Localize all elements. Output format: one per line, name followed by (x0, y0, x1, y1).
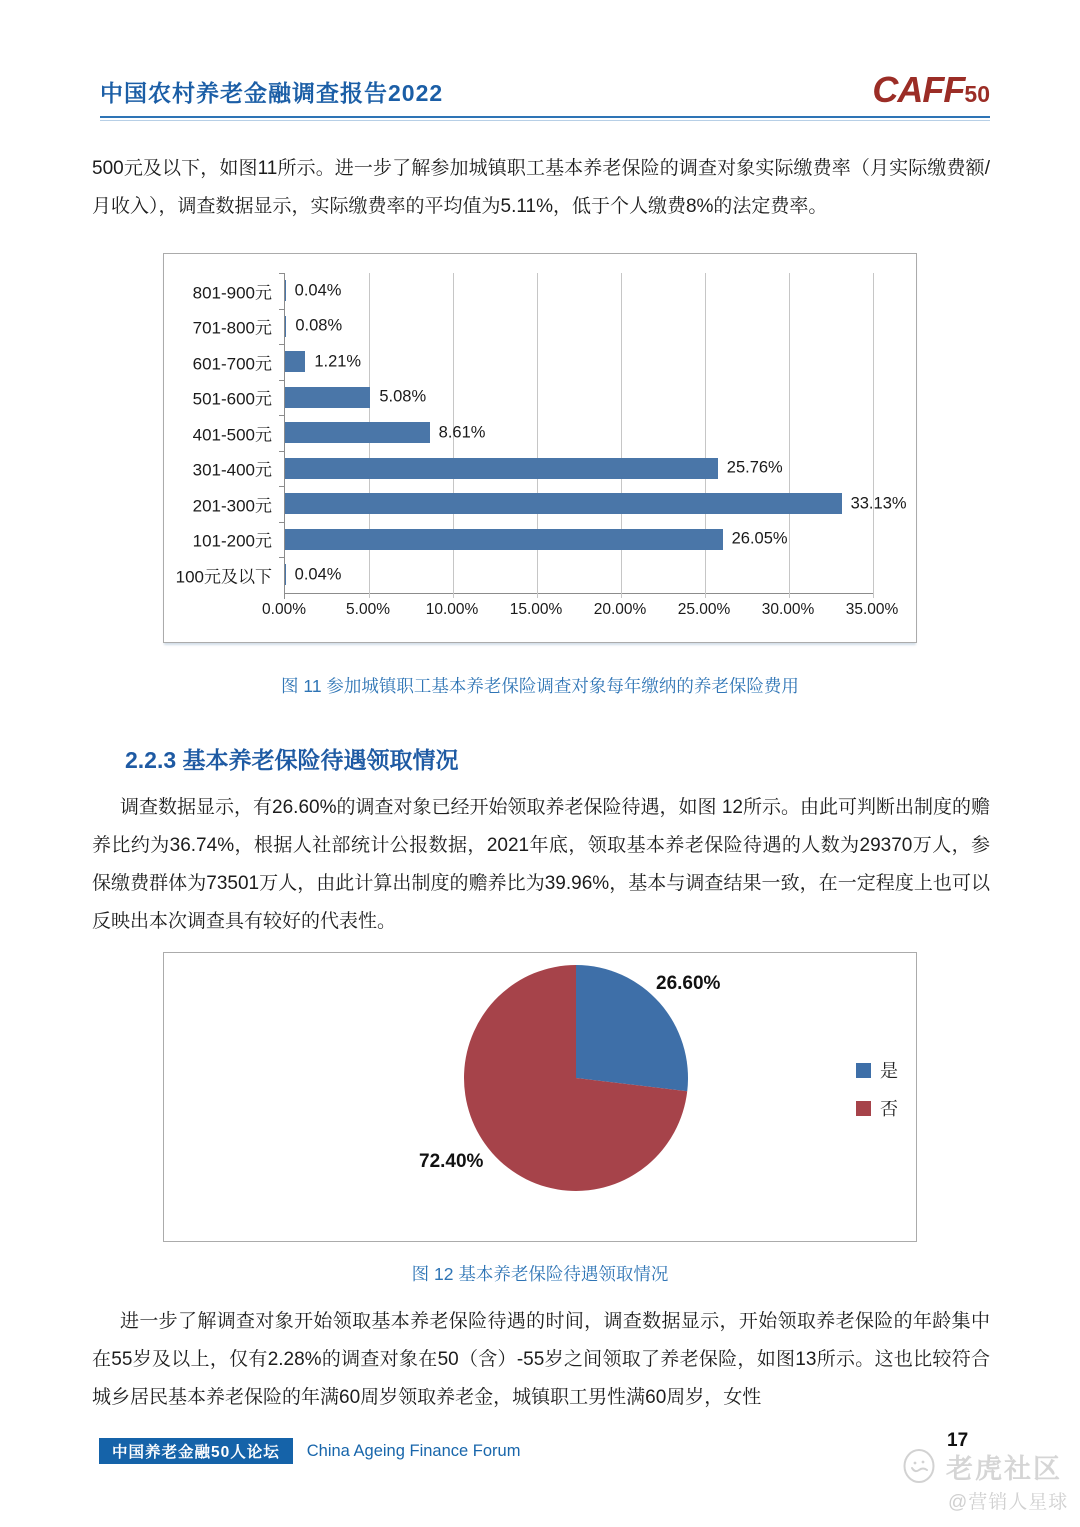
caff50-logo (872, 69, 990, 110)
bar-row (192, 380, 873, 416)
bar-value-label: 0.04% (294, 565, 342, 584)
bar-value-label: 26.05% (731, 529, 788, 548)
x-tick-label: 0.00% (262, 601, 306, 618)
bar-value-label: 5.08% (379, 387, 427, 406)
page-header (100, 69, 990, 121)
bar-value-label: 0.04% (294, 281, 342, 300)
legend-label-no: 否 (880, 1099, 898, 1119)
pie-value-label: 72.40% (419, 1151, 484, 1172)
x-tick-label: 35.00% (845, 601, 899, 618)
bar-category-label: 301-400元 (192, 460, 272, 480)
legend-swatch-yes (856, 1063, 871, 1078)
figure-11-bar-chart (163, 253, 917, 643)
bar-segment (285, 422, 430, 443)
x-tick-label: 5.00% (346, 601, 390, 618)
footer (99, 1438, 520, 1464)
bar-segment (285, 280, 286, 301)
x-tick-label: 10.00% (425, 601, 479, 618)
legend-item-yes (856, 1057, 898, 1083)
pie-svg (164, 953, 916, 1241)
bar-row (192, 451, 873, 487)
legend-item-no (856, 1095, 898, 1121)
bar-category-label: 100元及以下 (175, 567, 272, 587)
bar-category-label: 601-700元 (192, 354, 272, 374)
legend-label-yes: 是 (880, 1061, 898, 1081)
page-number: 17 (947, 1430, 969, 1451)
bar-segment (285, 493, 842, 514)
paragraph-1: 500元及以下，如图11所示。进一步了解参加城镇职工基本养老保险的调查对象实际缴费率（月实际缴费额/月收入），调查数据显示，实际缴费率的平均值为5.11%，低于个人缴费8%的法定费率。 (92, 158, 990, 217)
report-title: 中国农村养老金融调查报告2022 (100, 80, 444, 106)
bar-row (192, 522, 873, 558)
watermark-handle: @营销人星球 (948, 1492, 1069, 1513)
figure-12-caption: 图 12 基本养老保险待遇领取情况 (411, 1264, 669, 1284)
legend-swatch-no (856, 1101, 871, 1116)
bar-category-label: 501-600元 (192, 389, 272, 409)
bar-row (175, 557, 873, 593)
forum-name-english: China Ageing Finance Forum (306, 1441, 521, 1460)
x-tick-label: 25.00% (677, 601, 731, 618)
bar-category-label: 401-500元 (192, 425, 272, 445)
x-tick-label: 20.00% (593, 601, 647, 618)
forum-badge: 中国养老金融50人论坛 (99, 1438, 293, 1464)
section-heading: 2.2.3 基本养老保险待遇领取情况 (125, 747, 459, 773)
bar-category-label: 801-900元 (192, 283, 272, 303)
bar-value-label: 0.08% (295, 316, 343, 335)
bar-value-label: 8.61% (438, 423, 486, 442)
bar-value-label: 1.21% (314, 352, 362, 371)
paragraph-3: 进一步了解调查对象开始领取基本养老保险待遇的时间，调查数据显示，开始领取养老保险的年龄集中在55岁及以上，仅有2.28%的调查对象在50（含）-55岁之间领取了养老保险，如图13所示。这也比较符合城乡居民基本养老保险的年满60周岁领取养老金，城镇职工男性满60周岁，女性 (92, 1311, 990, 1408)
bar-row (192, 344, 873, 380)
bar-segment (285, 316, 286, 337)
tiger-watermark-icon (903, 1449, 936, 1484)
bar-row (192, 486, 907, 522)
figure-12-pie-chart (163, 952, 917, 1242)
pie-legend (856, 1057, 898, 1121)
bar-segment (285, 529, 723, 550)
bar-value-label: 25.76% (726, 458, 783, 477)
bar-segment (285, 387, 370, 408)
paragraph-2: 调查数据显示，有26.60%的调查对象已经开始领取养老保险待遇，如图 12所示。由此可判断出制度的赡养比约为36.74%，根据人社部统计公报数据，2021年底，领取基本养老保险待遇的人数为29370万人，参保缴费群体为73501万人，由此计算出制度的赡养比为39.96%，基本与调查结果一致，在一定程度上也可以反映出本次调查具有较好的代表性。 (92, 797, 990, 932)
bar-category-label: 201-300元 (192, 496, 272, 516)
header-divider (100, 116, 990, 118)
watermark-name: 老虎社区 (946, 1454, 1062, 1484)
bar-segment (285, 458, 718, 479)
x-tick-label: 15.00% (509, 601, 563, 618)
x-tick-label: 30.00% (761, 601, 815, 618)
header-divider-light (100, 120, 990, 121)
figure-11-caption: 图 11 参加城镇职工基本养老保险调查对象每年缴纳的养老保险费用 (281, 676, 799, 696)
pie-value-label: 26.60% (656, 973, 721, 994)
bar-category-label: 101-200元 (192, 531, 272, 551)
bar-segment (285, 564, 286, 585)
gridline (873, 273, 874, 598)
caff50-logo-text: CAFF (872, 69, 965, 110)
bar-segment (285, 351, 305, 372)
bar-value-label: 33.13% (850, 494, 907, 513)
bar-row (192, 415, 873, 451)
bar-row (192, 273, 873, 309)
tiger-community-watermark (903, 1447, 1062, 1486)
bar-rows (175, 273, 907, 594)
bar-row (192, 309, 873, 345)
caff50-logo-number: 50 (964, 81, 990, 107)
bar-x-axis (262, 601, 899, 623)
bar-category-label: 701-800元 (192, 318, 272, 338)
